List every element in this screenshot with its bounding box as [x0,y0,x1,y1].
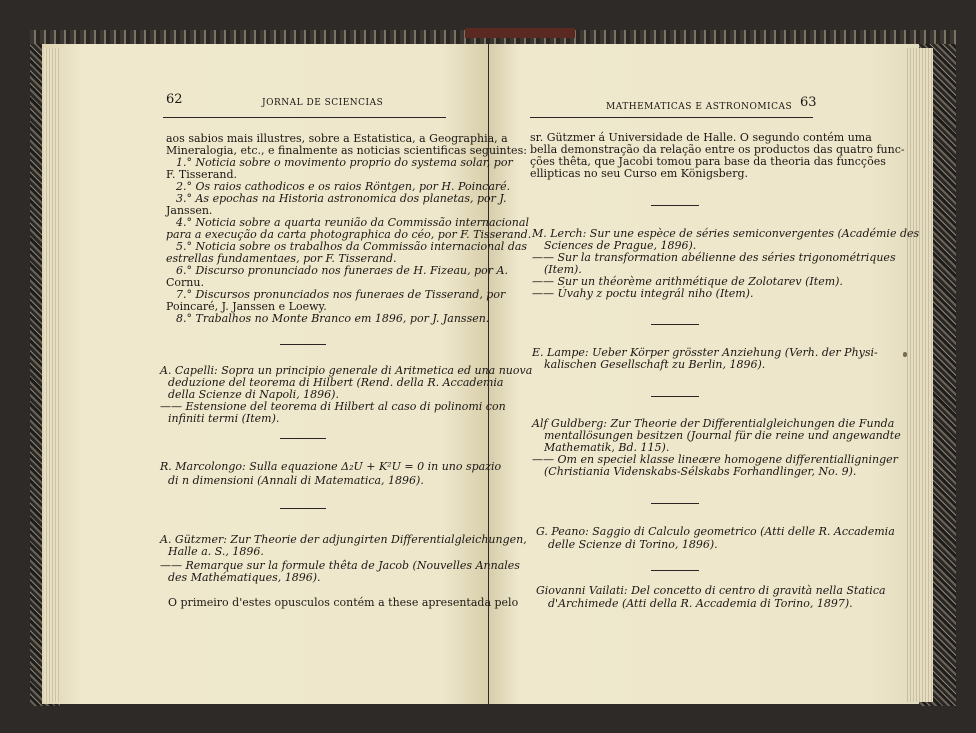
section-separator [280,508,326,509]
left-list-line: estrellas fundamentaes, por F. Tisserand. [166,252,397,265]
left-list-line: Cornu. [166,276,204,289]
right-reference-line: mentallösungen besitzen (Journal für die reine und angewandte [544,429,901,442]
left-intro-line: aos sabios mais illustres, sobre a Estatistica, a Geographia, a [166,132,508,145]
left-page-number: 62 [166,92,183,107]
spine-bookmark [465,28,575,38]
left-reference-line: des Mathématiques, 1896). [168,571,321,584]
right-reference-line: Alf Guldberg: Zur Theorie der Differentialgleichungen die Funda [532,417,895,430]
right-opening-line: bella demonstração da relação entre os productos das quatro func- [530,143,905,156]
left-list-line: 6.° Discurso pronunciado nos funeraes de H. Fizeau, por A. [176,264,508,277]
right-reference-line: —— Sur un théorème arithmétique de Zolotarev (Item). [532,275,843,288]
right-reference-line: d'Archimede (Atti della R. Accademia di Torino, 1897). [548,597,853,610]
right-reference-line: M. Lerch: Sur une espèce de séries semiconvergentes (Académie des [532,227,920,240]
right-header-rule [530,117,813,118]
right-reference-line: Giovanni Vailati: Del concetto di centro di gravità nella Statica [536,584,886,597]
left-reference-line: della Scienze di Napoli, 1896). [168,388,339,401]
right-reference-line: —— Om en speciel klasse lineære homogene differentialligninger [532,453,898,466]
section-separator [651,570,699,571]
left-list-line: para a execução da carta photographica do céo, por F. Tisserand. [166,228,532,241]
left-reference-line: A. Capelli: Sopra un principio generale di Aritmetica ed una nuova [160,364,533,377]
left-reference-line: —— Remarque sur la formule thêta de Jacob (Nouvelles Annales [160,559,520,572]
section-separator [651,324,699,325]
right-reference-line: delle Scienze di Torino, 1896). [548,538,718,551]
section-separator [651,503,699,504]
page-foxing-spot [903,352,907,357]
left-reference-line: —— Estensione del teorema di Hilbert al caso di polinomi con [160,400,506,413]
right-opening-line: ções thêta, que Jacobi tomou para base da theoria das funcções [530,155,886,168]
right-reference-line: —— Sur la transformation abélienne des séries trigonométriques [532,251,896,264]
right-opening-line: ellipticas no seu Curso em Königsberg. [530,167,748,180]
right-reference-line: E. Lampe: Ueber Körper grösster Anziehung (Verh. der Physi- [532,346,878,359]
left-list-line: 1.° Noticia sobre o movimento proprio do systema solar, por [176,156,513,169]
right-reference-line: (Item). [544,263,582,276]
left-list-line: 3.° As epochas na Historia astronomica dos planetas, por J. [176,192,507,205]
section-separator [280,438,326,439]
section-separator [651,396,699,397]
left-reference-line: R. Marcolongo: Sulla equazione Δ₂U + K²U = 0 in uno spazio [160,460,502,473]
left-list-line: Janssen. [166,204,213,217]
section-separator [280,344,326,345]
left-header-rule [163,117,446,118]
left-list-line: 7.° Discursos pronunciados nos funeraes de Tisserand, por [176,288,506,301]
left-list-line: F. Tisserand. [166,168,238,181]
left-list-line: 5.° Noticia sobre os trabalhos da Commissão internacional das [176,240,528,253]
right-page-number: 63 [800,95,817,110]
right-reference-line: kalischen Gesellschaft zu Berlin, 1896). [544,358,766,371]
left-list-line: Poincaré, J. Janssen e Loewy. [166,300,327,313]
left-reference-line: deduzione del teorema di Hilbert (Rend. della R. Accademia [168,376,504,389]
left-list-line: 8.° Trabalhos no Monte Branco em 1896, por J. Janssen. [176,312,490,325]
left-reference-line: infiniti termi (Item). [168,412,280,425]
right-reference-line: Mathematik, Bd. 115). [544,441,670,454]
right-page-edges [905,48,933,702]
right-opening-line: sr. Gützmer á Universidade de Halle. O segundo contém uma [530,131,872,144]
right-reference-line: (Christiania Videnskabs-Sélskabs Forhandlinger, No. 9). [544,465,857,478]
left-reference-line: A. Gützmer: Zur Theorie der adjungirten Differentialgleichungen, [160,533,527,546]
right-running-head: MATHEMATICAS E ASTRONOMICAS [606,102,793,112]
left-page-edges [44,48,60,702]
section-separator [651,205,699,206]
right-reference-line: G. Peano: Saggio di Calculo geometrico (Atti delle R. Accademia [536,525,895,538]
right-reference-line: —— Úvahy z poctu integrál niho (Item). [532,287,754,300]
left-reference-line: Halle a. S., 1896. [168,545,264,558]
left-intro-line: Mineralogia, etc., e finalmente as noticias scientificas seguintes: [166,144,527,157]
left-reference-line: di n dimensioni (Annali di Matematica, 1896). [168,474,424,487]
left-list-line: 2.° Os raios cathodicos e os raios Röntgen, por H. Poincaré. [176,180,511,193]
left-closing-line: O primeiro d'estes opusculos contém a these apresentada pelo [168,596,519,609]
right-reference-line: Sciences de Prague, 1896). [544,239,697,252]
left-list-line: 4.° Noticia sobre a quarta reunião da Commissão internacional [176,216,529,229]
left-running-head: JORNAL DE SCIENCIAS [262,98,384,108]
